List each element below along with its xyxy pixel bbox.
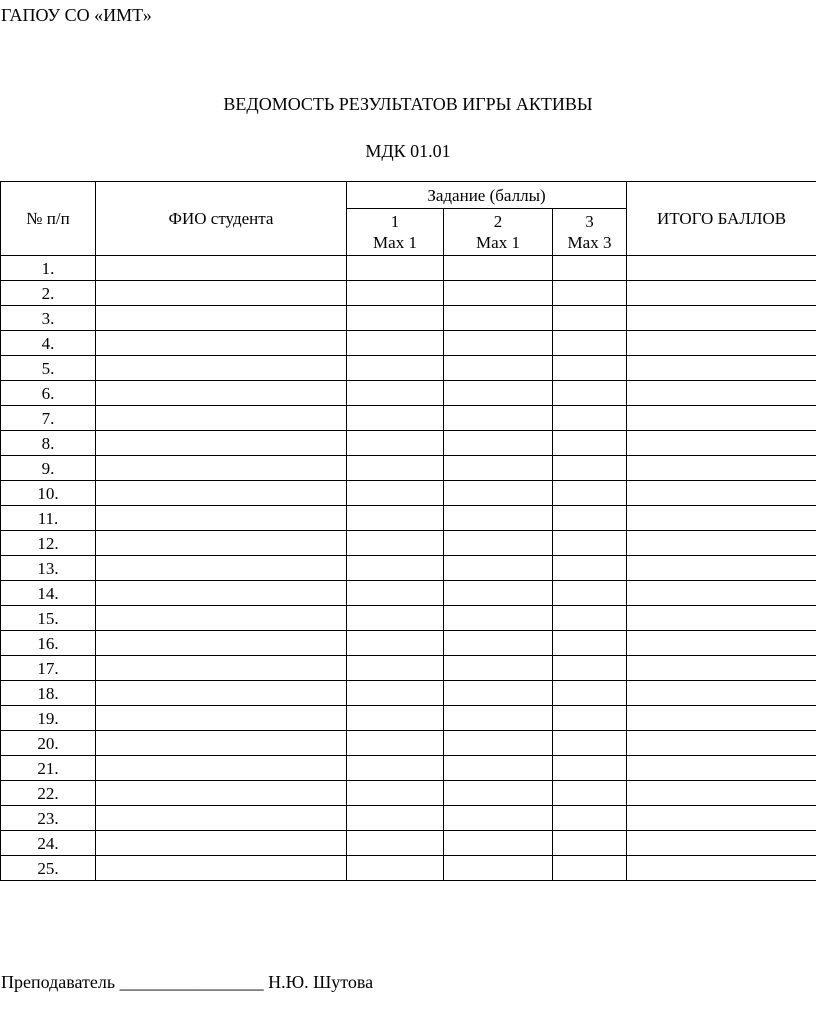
table-row [1,531,816,556]
task-3-score-cell[interactable] [553,506,627,531]
task-3-score-cell[interactable] [553,531,627,556]
task-2-score-cell[interactable] [444,406,553,431]
task-3-score-cell[interactable] [553,406,627,431]
row-number: 6. [1,381,96,406]
task-1-score-cell[interactable] [347,281,444,306]
table-row [1,306,816,331]
task-3-score-cell[interactable] [553,256,627,281]
task-2-score-cell[interactable] [444,506,553,531]
task-1-score-cell[interactable] [347,356,444,381]
row-number: 7. [1,406,96,431]
task-1-number: 1 [390,212,400,231]
table-row [1,806,816,831]
student-name-cell[interactable] [96,556,347,581]
row-number: 15. [1,606,96,631]
row-number: 1. [1,256,96,281]
table-row [1,831,816,856]
task-3-score-cell[interactable] [553,706,627,731]
task-2-score-cell[interactable] [444,356,553,381]
student-name-cell[interactable] [96,331,347,356]
task-2-score-cell[interactable] [444,556,553,581]
task-3-score-cell[interactable] [553,606,627,631]
task-2-score-cell[interactable] [444,806,553,831]
task-3-score-cell[interactable] [553,656,627,681]
column-header-task-2 [444,209,553,256]
task-2-score-cell[interactable] [444,306,553,331]
total-score-cell[interactable] [627,806,816,831]
row-number: 23. [1,806,96,831]
task-2-score-cell[interactable] [444,331,553,356]
total-score-cell[interactable] [627,631,816,656]
table-row [1,431,816,456]
column-header-task-3 [553,209,627,256]
total-score-cell[interactable] [627,356,816,381]
task-1-score-cell[interactable] [347,606,444,631]
column-header-student-name: ФИО студента [96,182,347,256]
task-3-score-cell[interactable] [553,731,627,756]
task-2-score-cell[interactable] [444,656,553,681]
table-row [1,756,816,781]
table-row [1,631,816,656]
total-score-cell[interactable] [627,381,816,406]
task-1-score-cell[interactable] [347,781,444,806]
student-name-cell[interactable] [96,381,347,406]
task-1-score-cell[interactable] [347,456,444,481]
total-score-cell[interactable] [627,306,816,331]
total-score-cell[interactable] [627,281,816,306]
table-row [1,556,816,581]
task-2-score-cell[interactable] [444,606,553,631]
task-1-score-cell[interactable] [347,331,444,356]
task-3-max: Max 3 [567,233,612,252]
total-score-cell[interactable] [627,856,816,881]
row-number: 22. [1,781,96,806]
task-2-score-cell[interactable] [444,431,553,456]
task-2-score-cell[interactable] [444,831,553,856]
teacher-signature-line: Преподаватель ________________ Н.Ю. Шутова [1,972,374,992]
row-number: 11. [1,506,96,531]
task-1-score-cell[interactable] [347,831,444,856]
organization-name: ГАПОУ СО «ИМТ» [1,5,152,25]
row-number: 4. [1,331,96,356]
column-header-total: ИТОГО БАЛЛОВ [627,182,816,256]
total-score-cell[interactable] [627,706,816,731]
student-name-cell[interactable] [96,806,347,831]
student-name-cell[interactable] [96,531,347,556]
student-name-cell[interactable] [96,306,347,331]
document-subtitle: МДК 01.01 [365,141,451,161]
task-3-score-cell[interactable] [553,281,627,306]
row-number: 12. [1,531,96,556]
table-row [1,581,816,606]
task-3-score-cell[interactable] [553,856,627,881]
task-1-score-cell[interactable] [347,856,444,881]
column-header-number: № п/п [1,182,96,256]
table-row [1,856,816,881]
task-1-score-cell[interactable] [347,406,444,431]
total-score-cell[interactable] [627,656,816,681]
row-number: 16. [1,631,96,656]
task-1-score-cell[interactable] [347,306,444,331]
total-score-cell[interactable] [627,406,816,431]
task-3-score-cell[interactable] [553,481,627,506]
student-name-cell[interactable] [96,256,347,281]
table-row [1,406,816,431]
task-2-score-cell[interactable] [444,706,553,731]
student-name-cell[interactable] [96,681,347,706]
document-title: ВЕДОМОСТЬ РЕЗУЛЬТАТОВ ИГРЫ АКТИВЫ [223,94,593,114]
task-1-score-cell[interactable] [347,656,444,681]
row-number: 3. [1,306,96,331]
total-score-cell[interactable] [627,731,816,756]
student-name-cell[interactable] [96,506,347,531]
task-1-score-cell[interactable] [347,581,444,606]
task-2-score-cell[interactable] [444,281,553,306]
task-2-number: 2 [493,212,503,231]
total-score-cell[interactable] [627,581,816,606]
task-1-score-cell[interactable] [347,681,444,706]
task-3-score-cell[interactable] [553,331,627,356]
student-name-cell[interactable] [96,756,347,781]
task-1-score-cell[interactable] [347,706,444,731]
column-header-task-1 [347,209,444,256]
row-number: 24. [1,831,96,856]
task-1-score-cell[interactable] [347,756,444,781]
student-name-cell[interactable] [96,431,347,456]
row-number: 20. [1,731,96,756]
row-number: 19. [1,706,96,731]
task-3-score-cell[interactable] [553,456,627,481]
row-number: 9. [1,456,96,481]
task-2-score-cell[interactable] [444,781,553,806]
student-name-cell[interactable] [96,406,347,431]
row-number: 10. [1,481,96,506]
total-score-cell[interactable] [627,506,816,531]
task-2-score-cell[interactable] [444,381,553,406]
table-row [1,506,816,531]
task-1-max: Max 1 [373,233,417,252]
task-1-score-cell[interactable] [347,806,444,831]
row-number: 21. [1,756,96,781]
total-score-cell[interactable] [627,756,816,781]
student-name-cell[interactable] [96,656,347,681]
column-header-tasks: Задание (баллы) [347,182,627,209]
table-row [1,656,816,681]
task-2-score-cell[interactable] [444,456,553,481]
task-1-score-cell[interactable] [347,506,444,531]
task-1-score-cell[interactable] [347,481,444,506]
total-score-cell[interactable] [627,556,816,581]
table-row [1,281,816,306]
table-row [1,606,816,631]
student-name-cell[interactable] [96,781,347,806]
task-2-score-cell[interactable] [444,856,553,881]
total-score-cell[interactable] [627,831,816,856]
total-score-cell[interactable] [627,256,816,281]
task-3-score-cell[interactable] [553,356,627,381]
task-1-score-cell[interactable] [347,381,444,406]
task-2-score-cell[interactable] [444,581,553,606]
task-1-score-cell[interactable] [347,731,444,756]
task-3-score-cell[interactable] [553,806,627,831]
total-score-cell[interactable] [627,681,816,706]
task-1-score-cell[interactable] [347,431,444,456]
student-name-cell[interactable] [96,481,347,506]
task-3-score-cell[interactable] [553,581,627,606]
student-name-cell[interactable] [96,631,347,656]
task-2-score-cell[interactable] [444,481,553,506]
row-number: 2. [1,281,96,306]
task-1-score-cell[interactable] [347,631,444,656]
table-row [1,781,816,806]
task-2-score-cell[interactable] [444,681,553,706]
table-body [1,256,816,881]
student-name-cell[interactable] [96,281,347,306]
total-score-cell[interactable] [627,531,816,556]
task-2-max: Max 1 [476,233,520,252]
student-name-cell[interactable] [96,356,347,381]
results-table [0,181,816,881]
task-2-score-cell[interactable] [444,756,553,781]
student-name-cell[interactable] [96,706,347,731]
row-number: 17. [1,656,96,681]
task-3-score-cell[interactable] [553,431,627,456]
total-score-cell[interactable] [627,481,816,506]
total-score-cell[interactable] [627,456,816,481]
task-2-score-cell[interactable] [444,531,553,556]
table-row [1,456,816,481]
task-1-score-cell[interactable] [347,531,444,556]
table-row [1,381,816,406]
task-3-score-cell[interactable] [553,781,627,806]
task-3-score-cell[interactable] [553,381,627,406]
student-name-cell[interactable] [96,831,347,856]
task-2-score-cell[interactable] [444,631,553,656]
student-name-cell[interactable] [96,581,347,606]
task-1-score-cell[interactable] [347,256,444,281]
row-number: 25. [1,856,96,881]
table-row [1,356,816,381]
row-number: 18. [1,681,96,706]
task-1-score-cell[interactable] [347,556,444,581]
task-3-score-cell[interactable] [553,631,627,656]
task-3-score-cell[interactable] [553,831,627,856]
row-number: 14. [1,581,96,606]
row-number: 8. [1,431,96,456]
table-row [1,681,816,706]
table-row [1,481,816,506]
row-number: 5. [1,356,96,381]
table-row [1,731,816,756]
total-score-cell[interactable] [627,781,816,806]
task-3-score-cell[interactable] [553,556,627,581]
table-row [1,706,816,731]
task-2-score-cell[interactable] [444,731,553,756]
task-3-score-cell[interactable] [553,681,627,706]
student-name-cell[interactable] [96,731,347,756]
student-name-cell[interactable] [96,606,347,631]
table-row [1,256,816,281]
total-score-cell[interactable] [627,606,816,631]
student-name-cell[interactable] [96,456,347,481]
task-3-number: 3 [585,212,594,231]
row-number: 13. [1,556,96,581]
task-3-score-cell[interactable] [553,756,627,781]
total-score-cell[interactable] [627,331,816,356]
student-name-cell[interactable] [96,856,347,881]
task-3-score-cell[interactable] [553,306,627,331]
total-score-cell[interactable] [627,431,816,456]
task-2-score-cell[interactable] [444,256,553,281]
table-row [1,331,816,356]
